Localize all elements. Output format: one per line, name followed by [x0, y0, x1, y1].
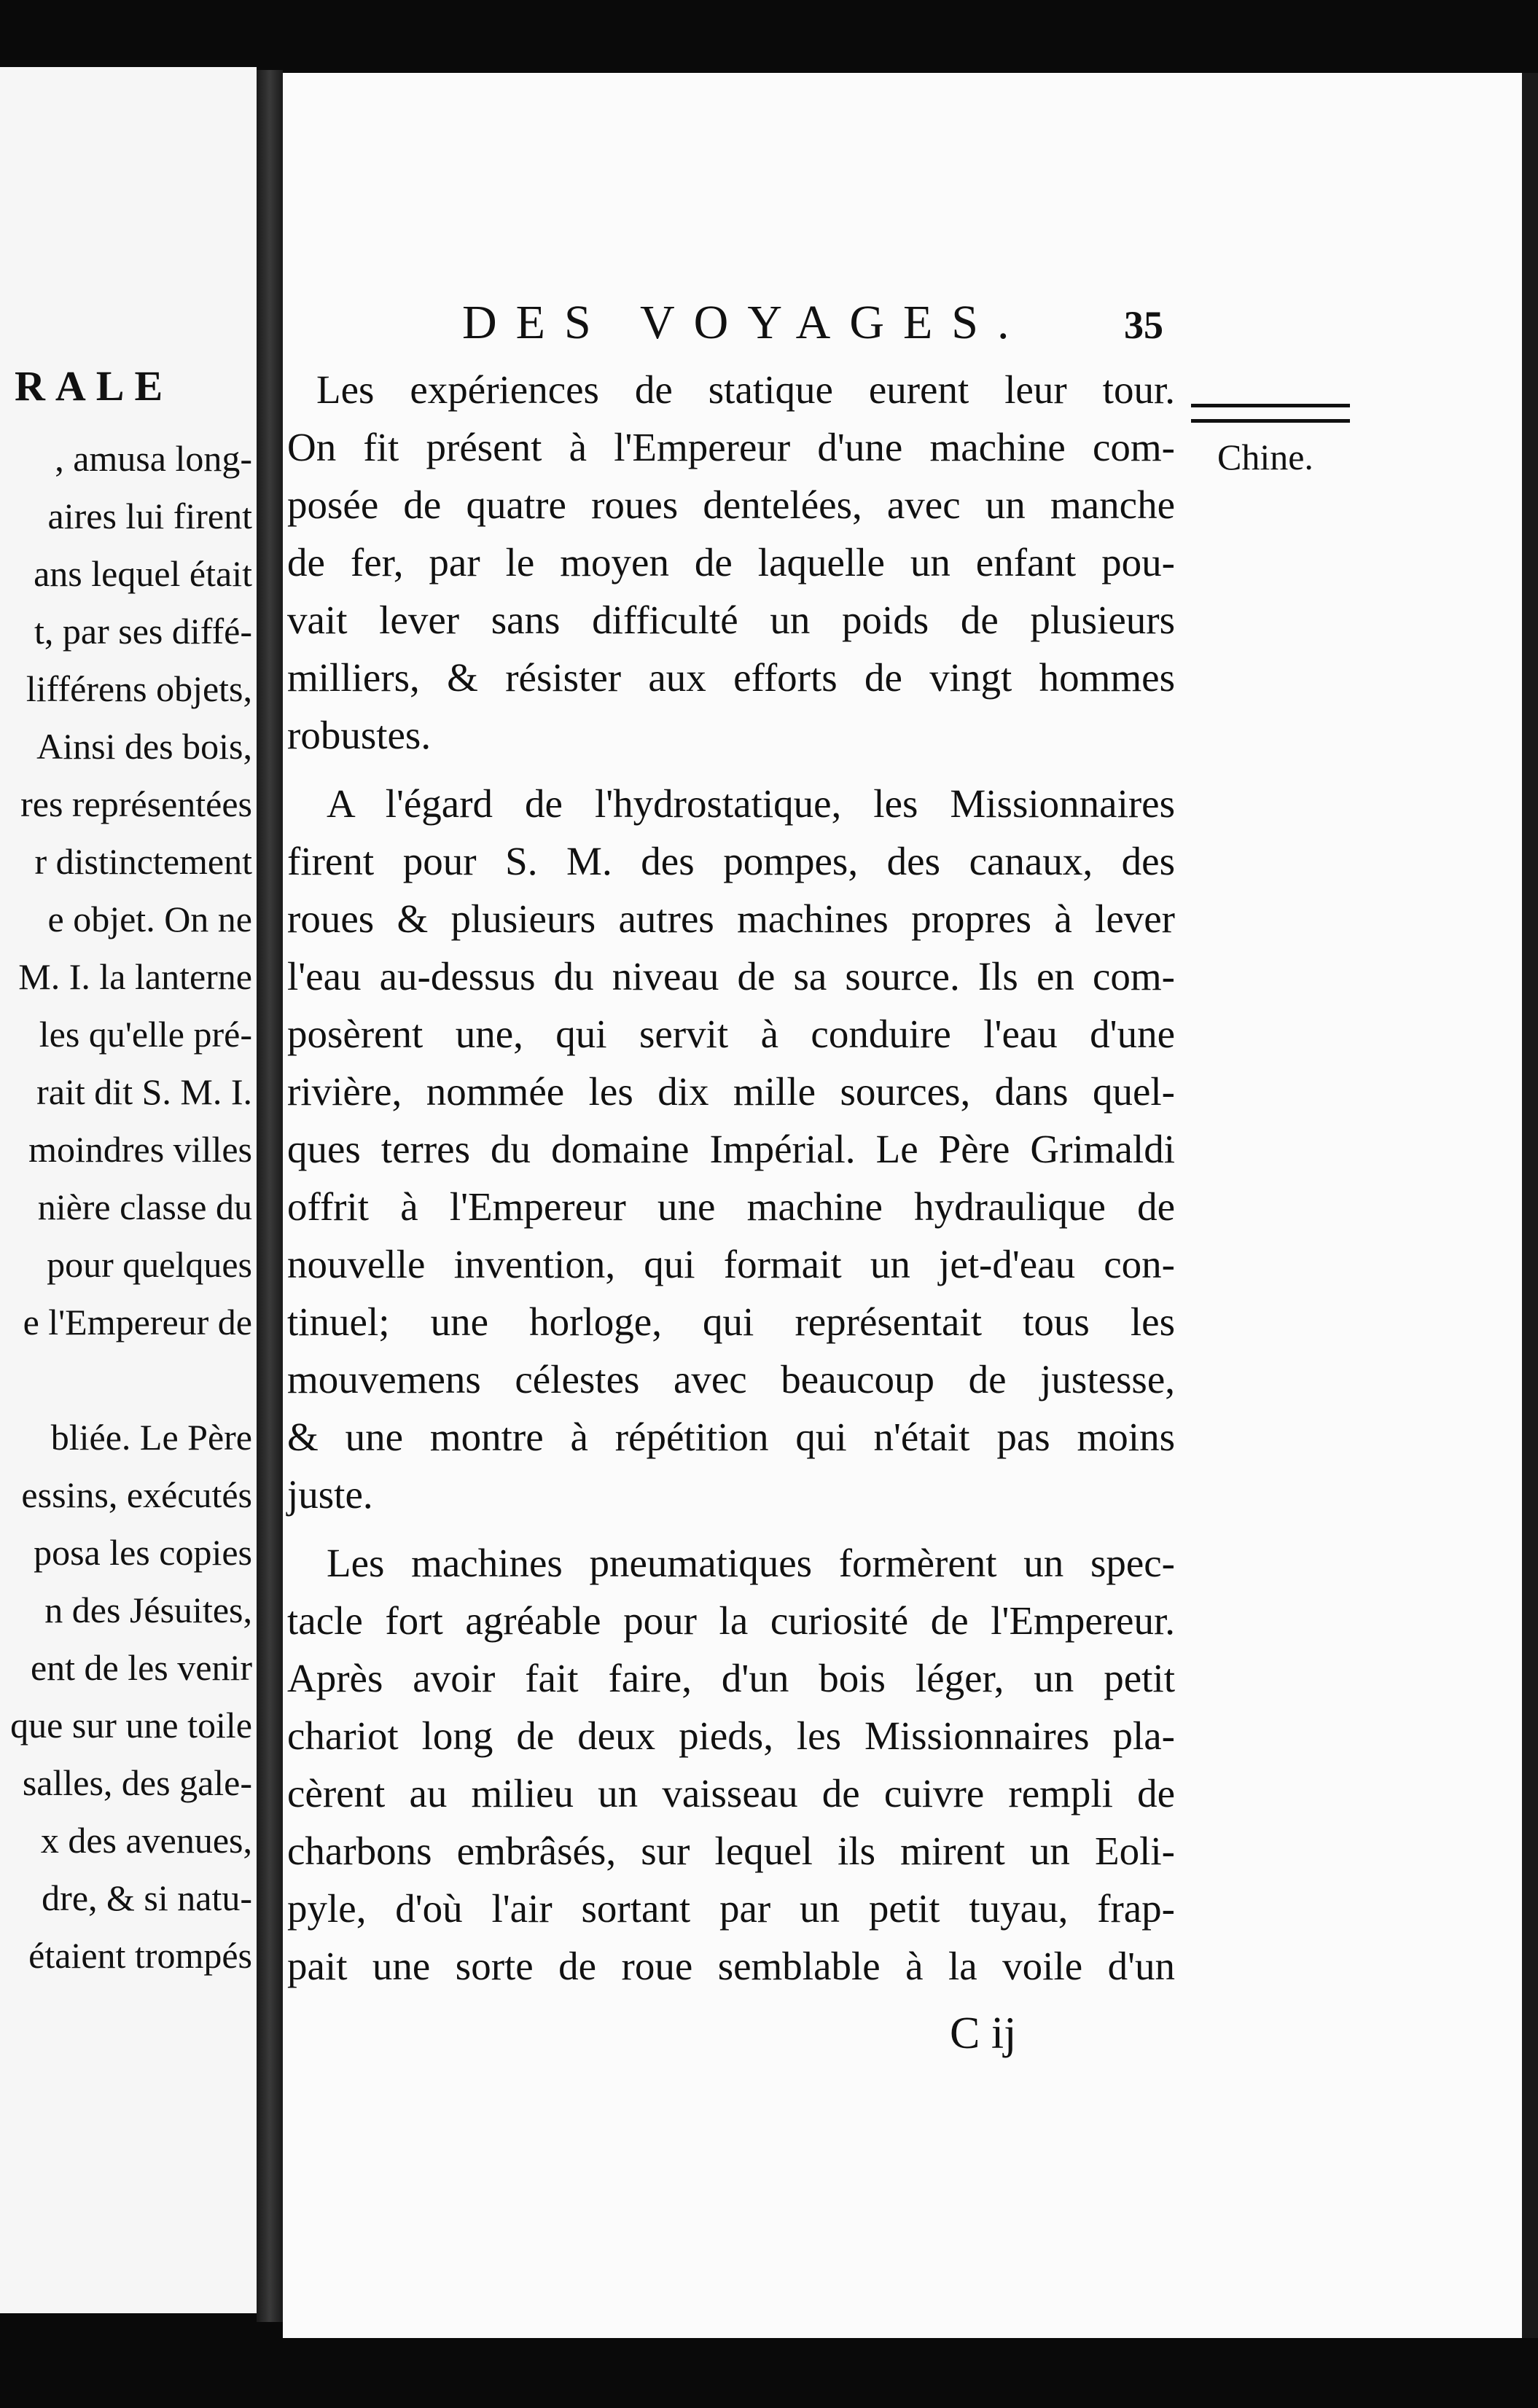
text-line: chariot long de deux pieds, les Missionnaires pla- — [287, 1713, 1175, 1758]
page-edge — [1522, 73, 1538, 2338]
text-line: vait lever sans difficulté un poids de plusieurs — [287, 598, 1175, 642]
left-page-line: Ainsi des bois, — [36, 726, 252, 767]
left-page-line: essins, exécutés — [21, 1474, 252, 1515]
left-page-line: e objet. On ne — [47, 899, 252, 939]
text-line: On fit présent à l'Empereur d'une machine com- — [287, 425, 1175, 469]
text-line: ques terres du domaine Impérial. Le Père Grimaldi — [287, 1127, 1175, 1171]
left-page-line: res représentées — [20, 783, 252, 824]
book-gutter — [257, 70, 283, 2322]
text-line: robustes. — [287, 713, 432, 757]
left-page-line: dre, & si natu- — [42, 1877, 252, 1918]
text-line: Après avoir fait faire, d'un bois léger, un petit — [287, 1656, 1175, 1700]
left-page-line: nière classe du — [37, 1187, 252, 1227]
text-line: charbons embrâsés, sur lequel ils mirent un Eoli- — [287, 1829, 1175, 1873]
left-page-line: lifférens objets, — [26, 668, 252, 709]
text-line: Les machines pneumatiques formèrent un spec- — [327, 1541, 1175, 1585]
left-page-line: rait dit S. M. I. — [36, 1071, 252, 1112]
left-page-line: posa les copies — [34, 1532, 252, 1573]
left-page-line: M. I. la lanterne — [18, 956, 252, 997]
running-header: DES VOYAGES. — [462, 296, 1028, 349]
left-page-line: , amusa long- — [55, 438, 252, 479]
left-page-line: t, par ses diffé- — [34, 611, 252, 652]
text-line: roues & plusieurs autres machines propres à lever — [287, 896, 1175, 941]
left-page — [0, 67, 257, 2313]
text-line: cèrent au milieu un vaisseau de cuivre rempli de — [287, 1771, 1175, 1815]
text-line: & une montre à répétition qui n'était pas moins — [287, 1415, 1175, 1459]
left-page-line: aires lui firent — [47, 496, 252, 536]
left-page-line: n des Jésuites, — [44, 1590, 252, 1630]
left-page-line: bliée. Le Père — [50, 1417, 252, 1458]
text-line: Les expériences de statique eurent leur tour. — [316, 367, 1175, 412]
left-page-line: x des avenues, — [40, 1820, 252, 1861]
margin-rule — [1191, 404, 1350, 423]
left-page-line: ent de les venir — [30, 1647, 252, 1688]
left-page-line: r distinctement — [34, 841, 252, 882]
left-page-line: e l'Empereur de — [23, 1302, 252, 1342]
text-line: l'eau au-dessus du niveau de sa source. Ils en com- — [287, 954, 1175, 998]
text-line: posèrent une, qui servit à conduire l'eau d'une — [287, 1012, 1175, 1056]
text-line: milliers, & résister aux efforts de vingt hommes — [287, 655, 1175, 700]
text-line: tacle fort agréable pour la curiosité de l'Empereur. — [287, 1598, 1175, 1643]
text-line: nouvelle invention, qui formait un jet-d'eau con- — [287, 1242, 1175, 1286]
text-line: pyle, d'où l'air sortant par un petit tuyau, frap- — [287, 1886, 1175, 1931]
text-line: A l'égard de l'hydrostatique, les Missionnaires — [327, 781, 1175, 826]
text-line: tinuel; une horloge, qui représentait tous les — [287, 1299, 1175, 1344]
left-page-line: étaient trompés — [28, 1935, 252, 1976]
left-page-line: ans lequel était — [34, 553, 252, 594]
margin-note: Chine. — [1217, 437, 1313, 477]
right-page — [283, 73, 1522, 2338]
text-line: firent pour S. M. des pompes, des canaux, des — [287, 839, 1175, 883]
left-page-line: salles, des gale- — [22, 1762, 252, 1803]
left-page-line: pour quelques — [47, 1244, 252, 1285]
text-line: juste. — [287, 1472, 373, 1517]
text-line: mouvemens célestes avec beaucoup de justesse, — [287, 1357, 1175, 1402]
page-number: 35 — [1124, 303, 1163, 347]
text-line: pait une sorte de roue semblable à la voile d'un — [287, 1944, 1175, 1988]
text-line: posée de quatre roues dentelées, avec un manche — [287, 482, 1175, 527]
left-page-line: moindres villes — [28, 1129, 252, 1170]
text-line: offrit à l'Empereur une machine hydraulique de — [287, 1184, 1175, 1229]
text-line: de fer, par le moyen de laquelle un enfant pou- — [287, 540, 1175, 585]
left-page-line: que sur une toile — [10, 1705, 252, 1746]
signature-mark: C ij — [950, 2009, 1017, 2058]
text-line: rivière, nommée les dix mille sources, dans quel- — [287, 1069, 1175, 1114]
left-page-header: RALE — [15, 362, 173, 410]
left-page-line: les qu'elle pré- — [39, 1014, 252, 1055]
